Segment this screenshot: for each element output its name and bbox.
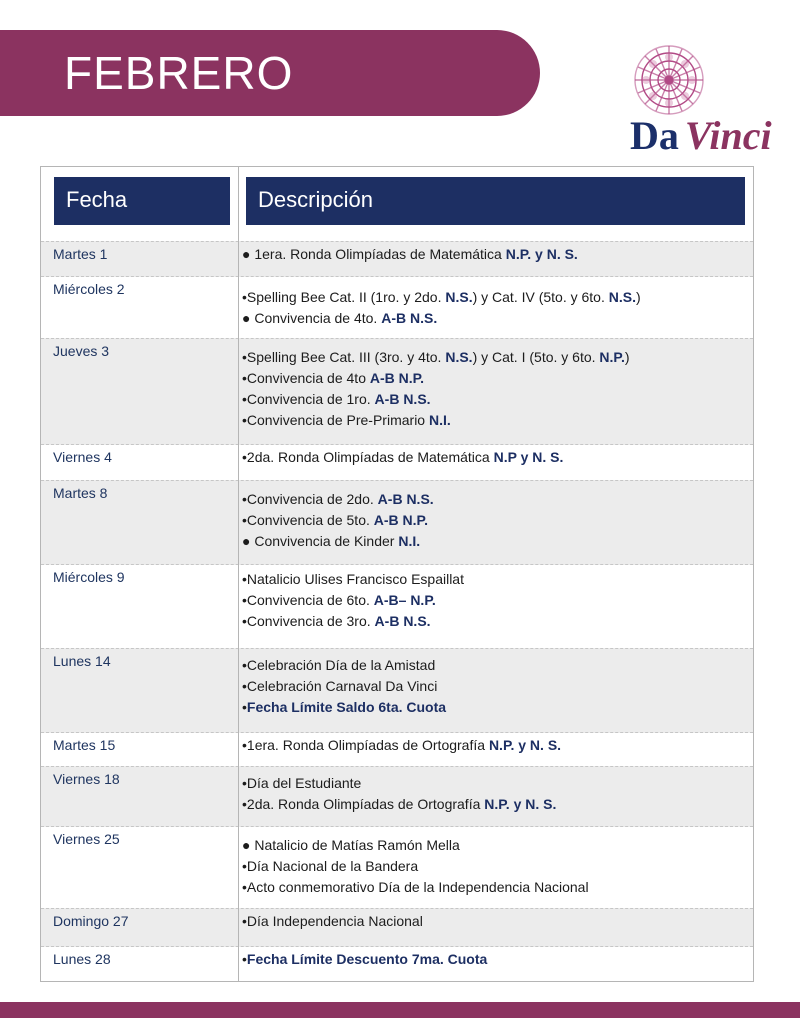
item-text: Convivencia de 2do.	[246, 491, 378, 507]
row-fecha: Martes 1	[53, 246, 108, 262]
bullet-icon: •	[242, 879, 247, 895]
bullet-icon: •	[242, 592, 247, 608]
table-row	[41, 766, 753, 827]
month-title: FEBRERO	[64, 47, 294, 99]
table-row	[41, 480, 753, 565]
item-text: Celebración Día de la Amistad	[246, 657, 436, 673]
description-item	[242, 590, 748, 611]
item-level: A-B N.P.	[369, 370, 425, 386]
bullet-icon: •	[242, 512, 247, 528]
item-text: 2da. Ronda Olimpíadas de Matemática	[246, 449, 494, 465]
description-item	[242, 308, 748, 329]
description-item	[242, 773, 748, 794]
item-text: Convivencia de Pre-Primario	[246, 412, 429, 428]
item-text: ) y Cat. I (5to. y 6to.	[472, 349, 600, 365]
bullet-icon: •	[242, 699, 247, 715]
bullet-icon: •	[242, 491, 247, 507]
item-level: N.P. y N. S.	[484, 796, 557, 812]
table-row	[41, 908, 753, 947]
table-row	[41, 564, 753, 649]
item-text: Convivencia de 1ro.	[246, 391, 375, 407]
bullet-icon: •	[242, 370, 247, 386]
column-divider	[238, 167, 239, 981]
description-item	[242, 676, 748, 697]
row-fecha: Miércoles 2	[53, 281, 125, 297]
bullet-icon: ●	[242, 837, 251, 853]
row-fecha: Miércoles 9	[53, 569, 125, 585]
logo-wordmark	[630, 114, 772, 158]
row-fecha: Viernes 25	[53, 831, 120, 847]
row-descripcion	[242, 735, 748, 756]
item-text: 1era. Ronda Olimpíadas de Ortografía	[246, 737, 489, 753]
description-item	[242, 287, 748, 308]
item-level: N.P. y N. S.	[505, 246, 578, 262]
bullet-icon: •	[242, 657, 247, 673]
table-row	[41, 946, 753, 982]
row-fecha: Martes 8	[53, 485, 108, 501]
item-level: Fecha Límite Descuento 7ma. Cuota	[246, 951, 488, 967]
item-text: Spelling Bee Cat. II (1ro. y 2do.	[246, 289, 446, 305]
table-row	[41, 648, 753, 733]
item-level: Fecha Límite Saldo 6ta. Cuota	[246, 699, 447, 715]
item-text: Convivencia de 4to	[246, 370, 370, 386]
item-text: )	[636, 289, 641, 305]
row-fecha: Lunes 28	[53, 951, 111, 967]
description-item	[242, 911, 748, 932]
description-item	[242, 949, 748, 970]
row-fecha: Martes 15	[53, 737, 116, 753]
item-text: Convivencia de 3ro.	[246, 613, 375, 629]
bullet-icon: •	[242, 613, 247, 629]
row-fecha: Domingo 27	[53, 913, 129, 929]
bullet-icon: •	[242, 858, 247, 874]
item-level: N.S.	[608, 289, 636, 305]
item-text: Spelling Bee Cat. III (3ro. y 4to.	[246, 349, 446, 365]
bullet-icon: •	[242, 289, 247, 305]
item-text: Día del Estudiante	[246, 775, 362, 791]
description-item	[242, 447, 748, 468]
row-descripcion	[242, 655, 748, 718]
row-descripcion	[242, 773, 748, 815]
table-row	[41, 276, 753, 339]
description-item	[242, 347, 748, 368]
row-descripcion	[242, 244, 748, 265]
table-row	[41, 241, 753, 277]
item-text: 2da. Ronda Olimpíadas de Ortografía	[246, 796, 485, 812]
description-item	[242, 835, 748, 856]
header-descripcion: Descripción	[246, 177, 745, 225]
description-item	[242, 510, 748, 531]
description-item	[242, 735, 748, 756]
row-fecha: Viernes 4	[53, 449, 112, 465]
bullet-icon: •	[242, 412, 247, 428]
row-descripcion	[242, 835, 748, 898]
item-text: Convivencia de Kinder	[250, 533, 399, 549]
item-level: A-B N.P.	[373, 512, 428, 528]
bullet-icon: •	[242, 349, 247, 365]
description-item	[242, 611, 748, 632]
description-item	[242, 410, 748, 431]
bullet-icon: ●	[242, 533, 251, 549]
description-item	[242, 368, 748, 389]
description-item	[242, 697, 748, 718]
logo-word-da: Da	[630, 113, 679, 158]
item-level: N.P y N. S.	[493, 449, 564, 465]
row-fecha: Lunes 14	[53, 653, 111, 669]
item-level: N.S.	[445, 289, 473, 305]
bullet-icon: •	[242, 737, 247, 753]
table-row	[41, 826, 753, 909]
description-item	[242, 655, 748, 676]
bullet-icon: •	[242, 951, 247, 967]
row-descripcion	[242, 489, 748, 552]
item-level: N.P.	[599, 349, 625, 365]
item-level: N.S.	[445, 349, 473, 365]
row-fecha: Jueves 3	[53, 343, 110, 359]
row-descripcion	[242, 347, 748, 431]
item-level: A-B N.S.	[374, 391, 431, 407]
bullet-icon: •	[242, 449, 247, 465]
description-item	[242, 489, 748, 510]
bullet-icon: •	[242, 796, 247, 812]
item-text: Día Nacional de la Bandera	[246, 858, 419, 874]
row-descripcion	[242, 287, 748, 329]
schedule-table	[40, 166, 754, 982]
table-row	[41, 444, 753, 481]
description-item	[242, 569, 748, 590]
bullet-icon: •	[242, 678, 247, 694]
table-row	[41, 732, 753, 767]
bullet-icon: •	[242, 571, 247, 587]
row-descripcion	[242, 447, 748, 468]
bullet-icon: •	[242, 913, 247, 929]
item-text: Natalicio de Matías Ramón Mella	[250, 837, 460, 853]
item-text: )	[624, 349, 630, 365]
description-item	[242, 531, 748, 552]
header-fecha: Fecha	[54, 177, 230, 225]
description-item	[242, 244, 748, 265]
item-text: Celebración Carnaval Da Vinci	[246, 678, 438, 694]
davinci-logo	[622, 40, 772, 160]
item-level: N.I.	[428, 412, 451, 428]
description-item	[242, 389, 748, 410]
item-text: Convivencia de 6to.	[246, 592, 374, 608]
item-level: A-B– N.P.	[373, 592, 436, 608]
item-level: A-B N.S.	[377, 491, 434, 507]
logo-word-vinci: Vinci	[684, 113, 772, 158]
bullet-icon: ●	[242, 310, 251, 326]
item-text: Natalicio Ulises Francisco Espaillat	[246, 571, 464, 587]
description-item	[242, 877, 748, 898]
mandala-icon	[622, 40, 772, 120]
item-text: Convivencia de 5to.	[246, 512, 374, 528]
month-banner	[0, 30, 540, 116]
item-level: N.P. y N. S.	[488, 737, 562, 753]
bullet-icon: ●	[242, 246, 251, 262]
row-descripcion	[242, 569, 748, 632]
bullet-icon: •	[242, 391, 247, 407]
row-descripcion	[242, 911, 748, 932]
description-item	[242, 856, 748, 877]
item-level: A-B N.S.	[374, 613, 431, 629]
row-fecha: Viernes 18	[53, 771, 120, 787]
item-level: A-B N.S.	[381, 310, 438, 326]
item-text: Acto conmemorativo Día de la Independencia Nacional	[246, 879, 589, 895]
item-text: Convivencia de 4to.	[250, 310, 382, 326]
item-level: N.I.	[398, 533, 421, 549]
row-descripcion	[242, 949, 748, 970]
item-text: Día Independencia Nacional	[246, 913, 423, 929]
table-row	[41, 338, 753, 445]
description-item	[242, 794, 748, 815]
item-text: ) y Cat. IV (5to. y 6to.	[472, 289, 609, 305]
bullet-icon: •	[242, 775, 247, 791]
footer-bar	[0, 1002, 800, 1018]
item-text: 1era. Ronda Olimpíadas de Matemática	[250, 246, 506, 262]
